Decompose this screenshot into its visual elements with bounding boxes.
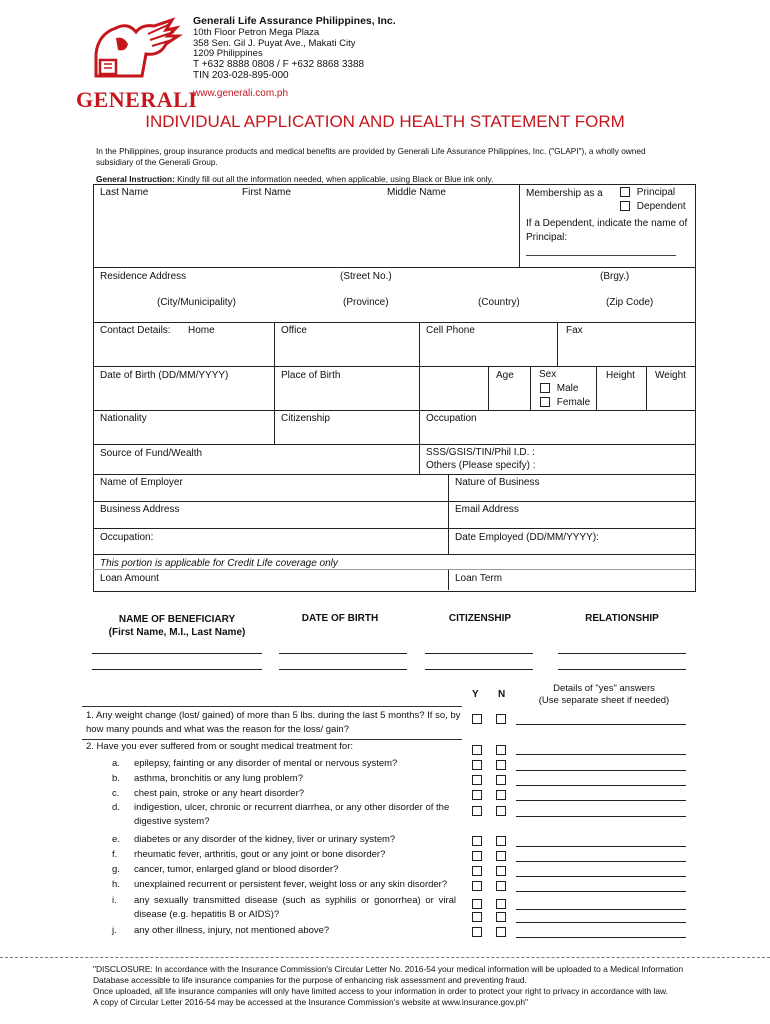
first-name-label: First Name	[242, 187, 291, 198]
residence-label: Residence Address	[100, 271, 187, 282]
principal-option[interactable]	[620, 187, 675, 198]
address-line-3: 1209 Philippines	[193, 48, 263, 59]
health-item-letter: f.	[112, 849, 118, 860]
instruction-text: Kindly fill out all the information needed, when applicable, using Black or Blue ink only.	[177, 174, 494, 184]
details-sub: (Use separate sheet if needed)	[538, 695, 670, 706]
fax-label: Fax	[566, 325, 583, 336]
last-name-label: Last Name	[100, 187, 149, 198]
item-no-checkbox[interactable]	[496, 899, 506, 909]
nationality-label: Nationality	[100, 413, 147, 424]
citizenship-label: Citizenship	[281, 413, 330, 424]
disclosure	[93, 964, 693, 1008]
female-checkbox[interactable]	[540, 397, 550, 407]
item-details-line[interactable]	[516, 909, 686, 910]
membership-label: Membership as a	[526, 188, 603, 199]
health-item-letter: i.	[112, 895, 117, 906]
principal-label: Principal	[636, 187, 676, 198]
details-title: Details of "yes" answers	[553, 683, 655, 694]
beneficiary-name-sub: (First Name, M.I., Last Name)	[108, 627, 246, 638]
health-item-text: any sexually transmitted disease (such as syphilis or gonorrhea) or viral disease (e.g. hepatitis B or AIDS)?	[134, 895, 456, 920]
home-label: Home	[188, 325, 215, 336]
health-item-text: rheumatic fever, arthritis, gout or any joint or bone disorder?	[134, 849, 386, 860]
health-item-text: any other illness, injury, not mentioned above?	[134, 925, 330, 936]
details-header	[520, 683, 688, 707]
instruction-label: General Instruction:	[96, 174, 175, 184]
name-input-area[interactable]	[94, 200, 518, 266]
question-2: 2. Have you ever suffered from or sought medical treatment for:	[86, 741, 354, 752]
no-header: N	[498, 689, 506, 700]
health-item-letter: e.	[112, 834, 120, 845]
item-yes-checkbox[interactable]	[472, 775, 482, 785]
item-no-checkbox[interactable]	[496, 760, 506, 770]
item-details-line[interactable]	[516, 922, 686, 923]
health-item-text: asthma, bronchitis or any lung problem?	[134, 773, 303, 784]
dependent-label: Dependent	[636, 201, 686, 212]
form-title: INDIVIDUAL APPLICATION AND HEALTH STATEMENT FORM	[145, 112, 625, 131]
occupation-label: Occupation	[426, 413, 477, 424]
weight-label: Weight	[655, 370, 686, 381]
pob-label: Place of Birth	[281, 370, 341, 381]
principal-name-line[interactable]	[526, 255, 676, 256]
item-details-line[interactable]	[516, 876, 686, 877]
sex-label: Sex	[539, 369, 557, 380]
beneficiary-name-title: NAME OF BENEFICIARY	[118, 614, 236, 625]
q1-no-checkbox[interactable]	[496, 714, 506, 724]
beneficiary-relationship-header: RELATIONSHIP	[585, 613, 659, 624]
credit-life-note: This portion is applicable for Credit Life coverage only	[100, 558, 338, 569]
cell-label: Cell Phone	[426, 325, 475, 336]
item-yes-checkbox[interactable]	[472, 912, 482, 922]
middle-name-label: Middle Name	[387, 187, 446, 198]
q1-yes-checkbox[interactable]	[472, 714, 482, 724]
item-no-checkbox[interactable]	[496, 927, 506, 937]
website-link[interactable]: www.generali.com.ph	[193, 88, 289, 99]
principal-checkbox[interactable]	[620, 187, 630, 197]
item-details-line[interactable]	[516, 785, 686, 786]
q1-details-line[interactable]	[516, 724, 686, 725]
beneficiary-name-header	[92, 613, 262, 639]
loan-amount-label: Loan Amount	[100, 573, 159, 584]
item-details-line[interactable]	[516, 770, 686, 771]
health-item-letter: b.	[112, 773, 120, 784]
health-item-letter: j.	[112, 925, 117, 936]
item-no-checkbox[interactable]	[496, 790, 506, 800]
height-label: Height	[606, 370, 635, 381]
q2-no-checkbox[interactable]	[496, 745, 506, 755]
dob-label: Date of Birth (DD/MM/YYYY)	[100, 370, 229, 381]
health-item-text: indigestion, ulcer, chronic or recurrent diarrhea, or any other disorder of the digestive system?	[134, 802, 450, 827]
q2-yes-checkbox[interactable]	[472, 745, 482, 755]
tin: TIN 203-028-895-000	[193, 70, 289, 81]
q2-details-line[interactable]	[516, 754, 686, 755]
disclosure-p1: "DISCLOSURE: In accordance with the Insurance Commission's Circular Letter No. 2016-54 your medical information will be uploaded to a Medical Information Database accessible to life insurance companies for the purpose of enhancing risk assessment and preventing fraud.	[93, 964, 684, 985]
intro-text: In the Philippines, group insurance products and medical benefits are provided by Generali Life Assurance Philippines, Inc. ("GLAPI"), a wholly owned subsidiary of the Generali Group.	[96, 146, 646, 167]
office-label: Office	[281, 325, 307, 336]
health-item-letter: g.	[112, 864, 120, 875]
item-yes-checkbox[interactable]	[472, 899, 482, 909]
address-line-1: 10th Floor Petron Mega Plaza	[193, 27, 320, 38]
item-yes-checkbox[interactable]	[472, 790, 482, 800]
yes-header: Y	[472, 689, 479, 700]
health-item-letter: c.	[112, 788, 120, 799]
age-label: Age	[496, 370, 514, 381]
disclosure-p2: Once uploaded, all life insurance companies will only have limited access to your information in order to protect your right to privacy in accordance with law.	[93, 986, 668, 996]
brgy-label: (Brgy.)	[600, 271, 630, 282]
item-details-line[interactable]	[516, 891, 686, 892]
item-yes-checkbox[interactable]	[472, 866, 482, 876]
item-yes-checkbox[interactable]	[472, 881, 482, 891]
health-item-letter: h.	[112, 879, 120, 890]
city-label: (City/Municipality)	[157, 297, 236, 308]
beneficiary-dob-header: DATE OF BIRTH	[301, 613, 379, 624]
loan-term-label: Loan Term	[455, 573, 503, 584]
male-checkbox[interactable]	[540, 383, 550, 393]
item-details-line[interactable]	[516, 861, 686, 862]
email-label: Email Address	[455, 504, 519, 515]
item-no-checkbox[interactable]	[496, 912, 506, 922]
item-details-line[interactable]	[516, 800, 686, 801]
health-item-text: epilepsy, fainting or any disorder of mental or nervous system?	[134, 758, 398, 769]
phone-fax: T +632 8888 0808 / F +632 8868 3388	[193, 59, 365, 70]
country-label: (Country)	[478, 297, 520, 308]
question-1: 1. Any weight change (lost/ gained) of more than 5 lbs. during the last 5 months? If so, by how many pounds and what was the reason for the loss/ gain?	[86, 710, 461, 735]
date-employed-label: Date Employed (DD/MM/YYYY):	[455, 532, 599, 543]
item-no-checkbox[interactable]	[496, 775, 506, 785]
business-address-label: Business Address	[100, 504, 180, 515]
female-label: Female	[556, 397, 591, 408]
disclosure-p3: A copy of Circular Letter 2016-54 may be accessed at the Insurance Commission's website at www.insurance.gov.ph"	[93, 997, 529, 1007]
item-no-checkbox[interactable]	[496, 806, 506, 816]
item-yes-checkbox[interactable]	[472, 806, 482, 816]
nature-business-label: Nature of Business	[455, 477, 540, 488]
province-label: (Province)	[343, 297, 389, 308]
general-instruction	[96, 174, 493, 184]
sss-label: SSS/GSIS/TIN/Phil I.D. :	[426, 447, 535, 458]
male-label: Male	[556, 383, 579, 394]
logo-wordmark: GENERALI	[76, 87, 198, 112]
dependent-checkbox[interactable]	[620, 201, 630, 211]
item-no-checkbox[interactable]	[496, 866, 506, 876]
beneficiary-citizenship-header: CITIZENSHIP	[448, 613, 512, 624]
occupation2-label: Occupation:	[100, 532, 154, 543]
company-name: Generali Life Assurance Philippines, Inc.	[193, 15, 396, 27]
street-label: (Street No.)	[340, 271, 392, 282]
dependent-option[interactable]	[620, 201, 686, 212]
female-option[interactable]	[540, 397, 590, 408]
item-no-checkbox[interactable]	[496, 881, 506, 891]
item-details-line[interactable]	[516, 846, 686, 847]
zip-label: (Zip Code)	[606, 297, 654, 308]
item-no-checkbox[interactable]	[496, 836, 506, 846]
health-item-text: cancer, tumor, enlarged gland or blood disorder?	[134, 864, 339, 875]
contact-label: Contact Details:	[100, 325, 171, 336]
dependent-note: If a Dependent, indicate the name of Principal:	[526, 218, 688, 243]
item-details-line[interactable]	[516, 816, 686, 817]
item-details-line[interactable]	[516, 937, 686, 938]
generali-logo	[76, 14, 198, 112]
health-item-text: chest pain, stroke or any heart disorder?	[134, 788, 305, 799]
lion-emblem-icon	[76, 14, 184, 84]
others-label: Others (Please specify) :	[426, 460, 536, 471]
health-item-letter: d.	[112, 802, 120, 813]
male-option[interactable]	[540, 383, 578, 394]
item-yes-checkbox[interactable]	[472, 760, 482, 770]
source-fund-label: Source of Fund/Wealth	[100, 448, 203, 459]
health-item-text: diabetes or any disorder of the kidney, liver or urinary system?	[134, 834, 396, 845]
item-yes-checkbox[interactable]	[472, 927, 482, 937]
health-item-letter: a.	[112, 758, 120, 769]
item-no-checkbox[interactable]	[496, 851, 506, 861]
item-yes-checkbox[interactable]	[472, 836, 482, 846]
health-item-text: unexplained recurrent or persistent fever, weight loss or any skin disorder?	[134, 879, 448, 890]
address-line-2: 358 Sen. Gil J. Puyat Ave., Makati City	[193, 38, 356, 49]
item-yes-checkbox[interactable]	[472, 851, 482, 861]
employer-label: Name of Employer	[100, 477, 183, 488]
disclosure-separator	[0, 957, 770, 958]
